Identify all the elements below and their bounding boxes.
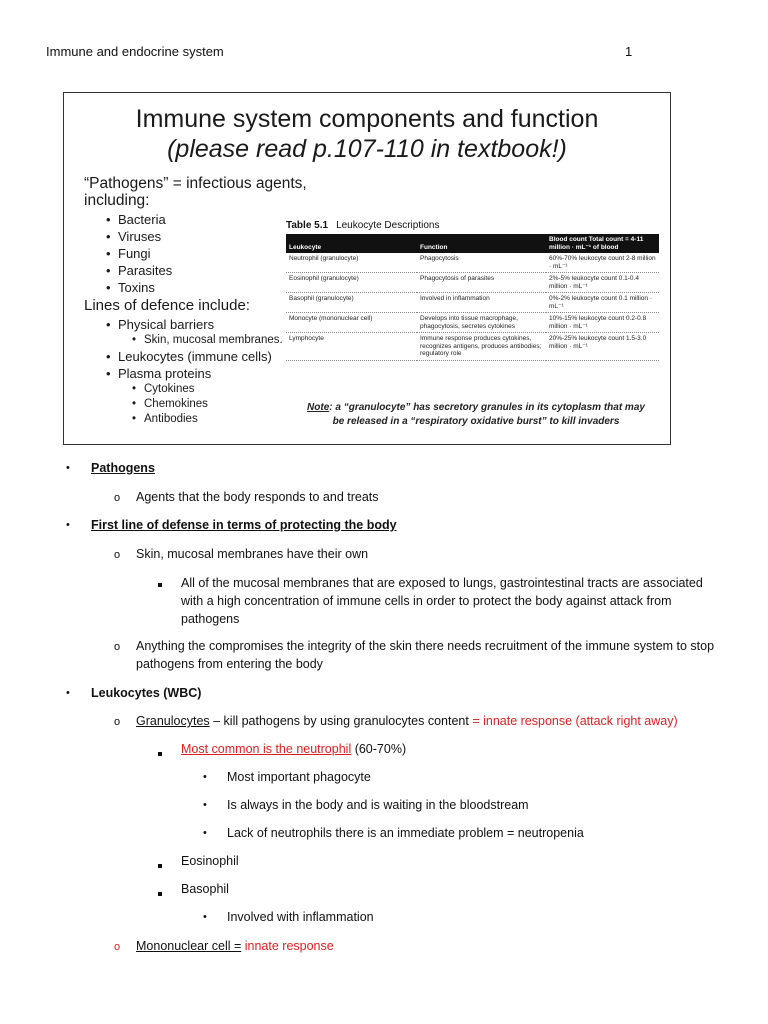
column-header: Blood count Total count = 4-11 million · mL⁻¹ of blood [546, 234, 659, 253]
list-item: • Viruses [84, 228, 314, 245]
table-cell: 60%-70% leukocyte count 2-8 million · mL⁻¹ [546, 253, 659, 273]
list-item: Most important phagocyte [227, 770, 371, 784]
list-item: • Leukocytes (immune cells) [84, 348, 314, 365]
table-caption [286, 220, 439, 231]
defence-list [84, 316, 314, 427]
table-row [286, 253, 659, 273]
list-item: • Parasites [84, 262, 314, 279]
mononuclear-term: Mononuclear cell = [136, 939, 242, 953]
table-cell: 10%-15% leukocyte count 0.2-0.8 million · mL⁻¹ [546, 313, 659, 333]
list-item: Anything the compromises the integrity of the skin there needs recruitment of the immune system to stop pathogens from entering the body [136, 639, 715, 671]
page-number: 1 [625, 44, 633, 59]
neutrophil-percent: (60-70%) [351, 742, 407, 756]
list-item: • Bacteria [84, 211, 314, 228]
table-row [286, 333, 659, 361]
header-title: Immune and endocrine system [46, 44, 224, 59]
square-bullet-icon [158, 859, 162, 871]
list-item: • Fungi [84, 245, 314, 262]
neutrophil-term: Most common is the neutrophil [181, 742, 352, 756]
table-row [286, 293, 659, 313]
table-cell: 20%-25% leukocyte count 1.5-3.0 million · mL⁻¹ [546, 333, 659, 361]
granulocytes-term: Granulocytes [136, 714, 210, 728]
list-item: • Physical barriers [84, 316, 314, 333]
square-bullet-icon [158, 747, 162, 759]
table-cell: 0%-2% leukocyte count 0.1 million · mL⁻¹ [546, 293, 659, 313]
table-caption-text: Leukocyte Descriptions [336, 220, 440, 231]
table-cell: Phagocytosis of parasites [417, 273, 546, 293]
note-text-1: : a “granulocyte” has secretory granules in its cytoplasm that may [329, 402, 645, 413]
heading-pathogens: Pathogens [91, 461, 155, 475]
list-item: • Plasma proteins [84, 365, 314, 382]
list-item: • Toxins [84, 279, 314, 296]
list-item: • Chemokines [84, 397, 314, 412]
table-cell: Immune response produces cytokines, recognizes antigens, produces antibodies; regulatory role [417, 333, 546, 361]
hollow-o-icon: o [114, 641, 121, 653]
column-header: Function [417, 234, 546, 253]
square-bullet-icon [158, 578, 162, 590]
table-cell: Eosinophil (granulocyte) [286, 273, 417, 293]
hollow-o-icon: o [114, 549, 121, 561]
bullet-icon: • [203, 771, 207, 783]
table-cell: Neutrophil (granulocyte) [286, 253, 417, 273]
bullet-icon: • [203, 911, 207, 923]
heading-first-line: First line of defense in terms of protecting the body [91, 518, 397, 532]
list-item: Basophil [181, 882, 229, 896]
table-cell: Lymphocyte [286, 333, 417, 361]
hollow-o-icon: o [114, 716, 121, 728]
bullet-icon: • [66, 687, 70, 699]
column-header: Leukocyte [286, 234, 417, 253]
lines-heading: Lines of defence include: [84, 297, 250, 314]
table-cell: Basophil (granulocyte) [286, 293, 417, 313]
list-item: Involved with inflammation [227, 910, 374, 924]
slide-subtitle: (please read p.107-110 in textbook!) [167, 135, 567, 163]
list-item: Lack of neutrophils there is an immediate problem = neutropenia [227, 826, 584, 840]
list-item: All of the mucosal membranes that are exposed to lungs, gastrointestinal tracts are associated with a high concentration of immune cells in order to protect the body against attack from pathogens [181, 576, 703, 626]
slide-image [63, 92, 671, 445]
table-cell: Involved in inflammation [417, 293, 546, 313]
leukocyte-table [286, 234, 659, 361]
list-item: Agents that the body responds to and treats [136, 490, 379, 504]
bullet-icon: • [66, 519, 70, 531]
list-item: Skin, mucosal membranes have their own [136, 547, 369, 561]
square-bullet-icon [158, 887, 162, 899]
table-header-row [286, 234, 659, 253]
granulocytes-desc: – kill pathogens by using granulocytes content [209, 714, 473, 728]
bullet-icon: • [203, 827, 207, 839]
neutrophil-line [181, 742, 406, 756]
note-label: Note [307, 402, 330, 413]
innate-response-note: = innate response (attack right away) [472, 714, 678, 728]
bullet-icon: • [66, 462, 70, 474]
table-row [286, 313, 659, 333]
slide-bullets [84, 175, 314, 427]
table-cell: Monocyte (mononuclear cell) [286, 313, 417, 333]
mononuclear-line [136, 939, 334, 953]
table-cell: Develops into tissue macrophage, phagocytosis, secretes cytokines [417, 313, 546, 333]
heading-leukocytes: Leukocytes (WBC) [91, 686, 202, 700]
list-item: • Antibodies [84, 412, 314, 427]
table-label: Table 5.1 [286, 220, 329, 231]
note-text-2: be released in a “respiratory oxidative burst” to kill invaders [332, 416, 620, 427]
pathogen-list [84, 211, 314, 296]
list-item: Is always in the body and is waiting in the bloodstream [227, 798, 529, 812]
hollow-o-icon: o [114, 492, 121, 504]
list-item: Eosinophil [181, 854, 239, 868]
slide-title: Immune system components and function [135, 105, 599, 133]
table-cell: Phagocytosis [417, 253, 546, 273]
mononuclear-response: innate response [241, 939, 334, 953]
slide-note [286, 401, 666, 429]
list-item: • Cytokines [84, 382, 314, 397]
list-item: • Skin, mucosal membranes. [84, 333, 314, 348]
hollow-o-icon: o [114, 941, 121, 953]
bullet-icon: • [203, 799, 207, 811]
table-row [286, 273, 659, 293]
table-cell: 2%-5% leukocyte count 0.1-0.4 million · mL⁻¹ [546, 273, 659, 293]
granulocytes-line [136, 714, 678, 728]
pathogens-intro: “Pathogens” = infectious agents, including: [84, 175, 307, 209]
